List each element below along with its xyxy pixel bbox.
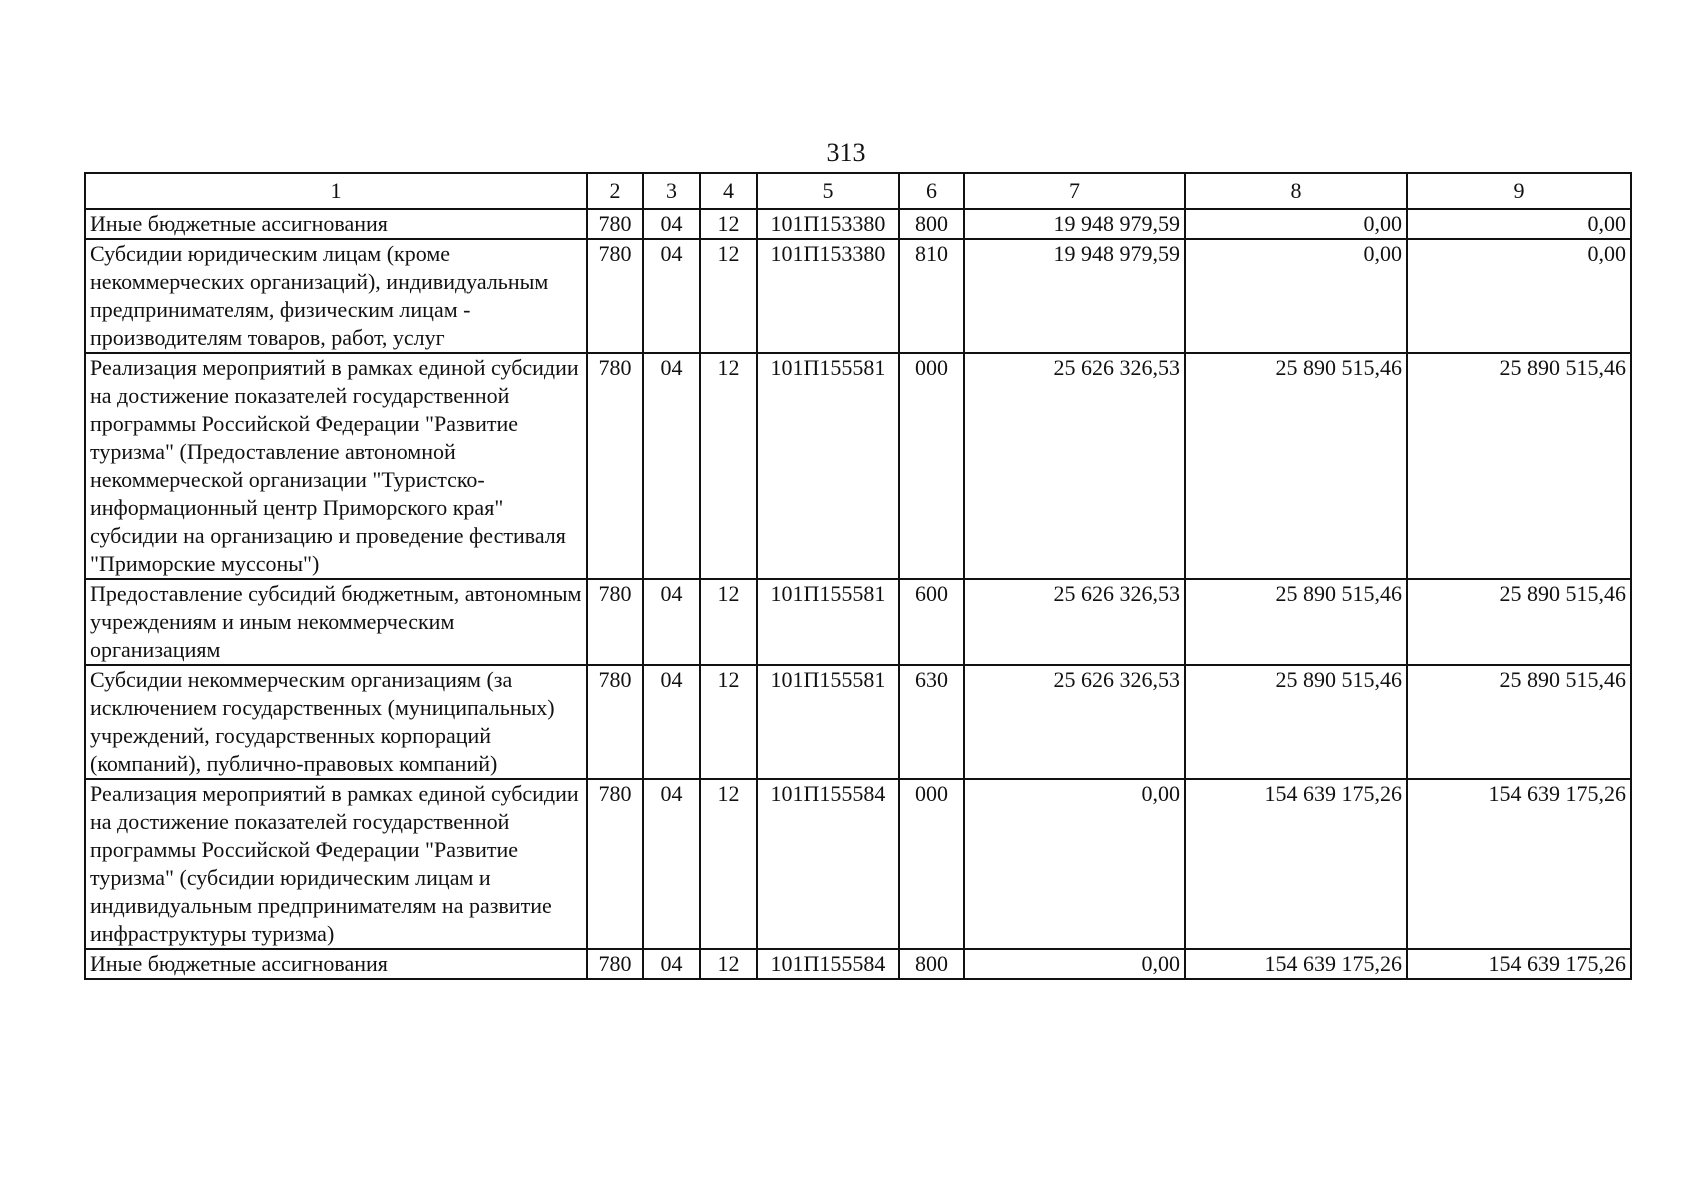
expense-type-code: 810: [899, 239, 964, 353]
amount-col-8: 0,00: [1185, 239, 1407, 353]
amount-col-9: 25 890 515,46: [1407, 579, 1631, 665]
row-name: Предоставление субсидий бюджетным, автономным учреждениям и иным некоммерческим организациям: [85, 579, 587, 665]
row-name: Иные бюджетные ассигнования: [85, 209, 587, 239]
table-row: [85, 209, 1631, 239]
expense-type-code: 600: [899, 579, 964, 665]
column-header: 8: [1185, 173, 1407, 209]
amount-col-9: 154 639 175,26: [1407, 949, 1631, 979]
subsection-code: 12: [700, 209, 757, 239]
ministry-code: 780: [587, 353, 643, 579]
section-code: 04: [643, 665, 700, 779]
column-header: 3: [643, 173, 700, 209]
amount-col-7: 0,00: [964, 779, 1185, 949]
column-header: 6: [899, 173, 964, 209]
column-header: 5: [757, 173, 899, 209]
section-code: 04: [643, 209, 700, 239]
section-code: 04: [643, 949, 700, 979]
ministry-code: 780: [587, 579, 643, 665]
amount-col-8: 154 639 175,26: [1185, 779, 1407, 949]
column-header: 2: [587, 173, 643, 209]
amount-col-8: 25 890 515,46: [1185, 353, 1407, 579]
row-name: Реализация мероприятий в рамках единой субсидии на достижение показателей государственной программы Российской Федерации "Развитие туризма" (Предоставление автономной некоммерческой организации "Туристско-информационный центр Приморского края" субсидии на организацию и проведение фестиваля "Приморские муссоны"): [85, 353, 587, 579]
row-name: Иные бюджетные ассигнования: [85, 949, 587, 979]
expense-type-code: 800: [899, 209, 964, 239]
section-code: 04: [643, 239, 700, 353]
amount-col-7: 19 948 979,59: [964, 239, 1185, 353]
section-code: 04: [643, 779, 700, 949]
row-name: Субсидии юридическим лицам (кроме некоммерческих организаций), индивидуальным предпринимателям, физическим лицам - производителям товаров, работ, услуг: [85, 239, 587, 353]
section-code: 04: [643, 353, 700, 579]
amount-col-8: 154 639 175,26: [1185, 949, 1407, 979]
column-header: 1: [85, 173, 587, 209]
amount-col-7: 25 626 326,53: [964, 665, 1185, 779]
target-article-code: 101П155581: [757, 665, 899, 779]
page-number: 313: [826, 138, 866, 167]
target-article-code: 101П155584: [757, 779, 899, 949]
table-row: [85, 579, 1631, 665]
table-row: [85, 949, 1631, 979]
table-row: [85, 779, 1631, 949]
amount-col-7: 25 626 326,53: [964, 579, 1185, 665]
target-article-code: 101П155584: [757, 949, 899, 979]
ministry-code: 780: [587, 949, 643, 979]
expense-type-code: 000: [899, 779, 964, 949]
ministry-code: 780: [587, 779, 643, 949]
row-name: Субсидии некоммерческим организациям (за исключением государственных (муниципальных) учреждений, государственных корпораций (компаний), публично-правовых компаний): [85, 665, 587, 779]
amount-col-8: 25 890 515,46: [1185, 665, 1407, 779]
target-article-code: 101П155581: [757, 353, 899, 579]
expense-type-code: 800: [899, 949, 964, 979]
column-header: 4: [700, 173, 757, 209]
ministry-code: 780: [587, 209, 643, 239]
amount-col-7: 0,00: [964, 949, 1185, 979]
ministry-code: 780: [587, 239, 643, 353]
amount-col-7: 25 626 326,53: [964, 353, 1185, 579]
section-code: 04: [643, 579, 700, 665]
target-article-code: 101П155581: [757, 579, 899, 665]
subsection-code: 12: [700, 353, 757, 579]
amount-col-9: 0,00: [1407, 209, 1631, 239]
subsection-code: 12: [700, 665, 757, 779]
row-name: Реализация мероприятий в рамках единой субсидии на достижение показателей государственной программы Российской Федерации "Развитие туризма" (субсидии юридическим лицам и индивидуальным предпринимателям на развитие инфраструктуры туризма): [85, 779, 587, 949]
column-header: 7: [964, 173, 1185, 209]
subsection-code: 12: [700, 579, 757, 665]
table-row: [85, 353, 1631, 579]
ministry-code: 780: [587, 665, 643, 779]
amount-col-9: 154 639 175,26: [1407, 779, 1631, 949]
amount-col-7: 19 948 979,59: [964, 209, 1185, 239]
amount-col-8: 0,00: [1185, 209, 1407, 239]
amount-col-9: 0,00: [1407, 239, 1631, 353]
column-header: 9: [1407, 173, 1631, 209]
table-row: [85, 239, 1631, 353]
amount-col-9: 25 890 515,46: [1407, 353, 1631, 579]
amount-col-9: 25 890 515,46: [1407, 665, 1631, 779]
target-article-code: 101П153380: [757, 239, 899, 353]
column-number-row: [85, 173, 1631, 209]
budget-table: [84, 172, 1632, 980]
subsection-code: 12: [700, 239, 757, 353]
expense-type-code: 630: [899, 665, 964, 779]
table-row: [85, 665, 1631, 779]
amount-col-8: 25 890 515,46: [1185, 579, 1407, 665]
expense-type-code: 000: [899, 353, 964, 579]
subsection-code: 12: [700, 779, 757, 949]
target-article-code: 101П153380: [757, 209, 899, 239]
subsection-code: 12: [700, 949, 757, 979]
